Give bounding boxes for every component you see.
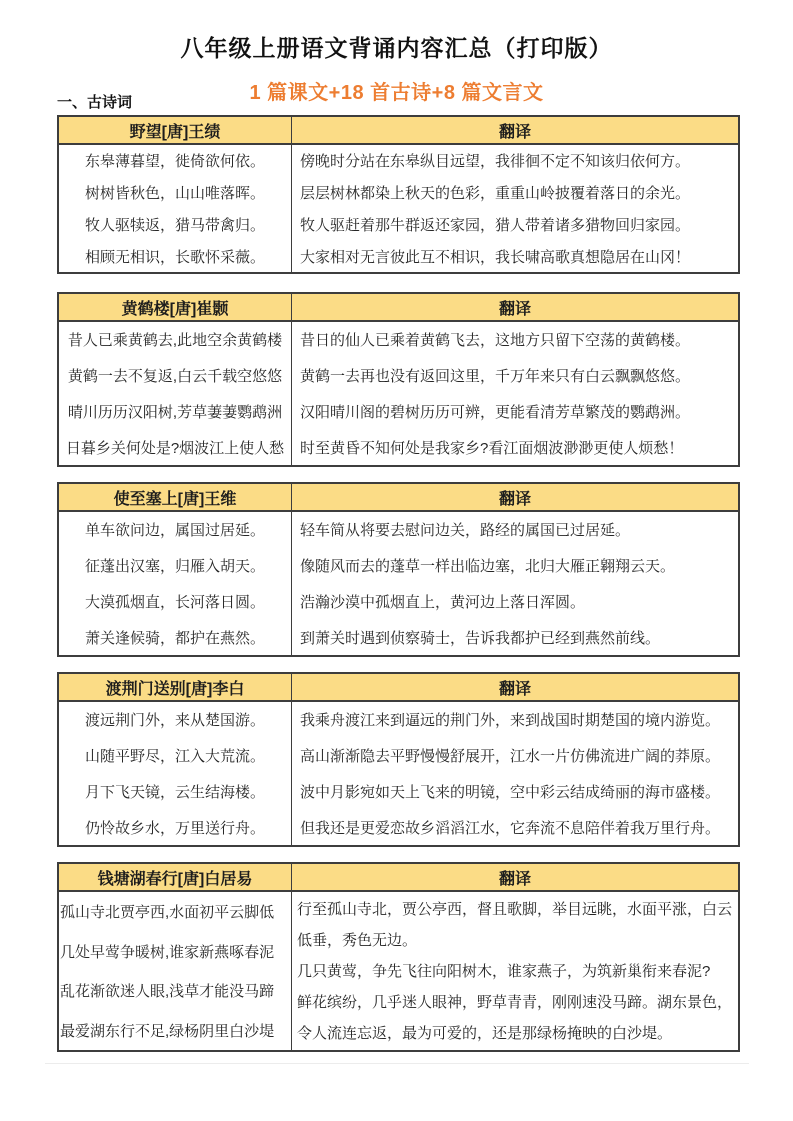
poem-table-yewang — [57, 115, 740, 274]
table-header-row — [59, 864, 738, 892]
translation-line: 但我还是更爱恋故乡滔滔江水，它奔流不息陪伴着我万里行舟。 — [300, 819, 721, 837]
poem-line: 日暮乡关何处是?烟波江上使人愁 — [65, 439, 285, 457]
translation-paragraph: 鲜花缤纷，几乎迷人眼神，野草青青，刚刚速没马蹄。湖东景色，令人流连忘返，最为可爱的，还是那绿杨掩映的白沙堤。 — [297, 993, 733, 1042]
table-body — [59, 512, 738, 655]
poem-line: 晴川历历汉阳树,芳草萋萋鹦鹉洲 — [67, 403, 283, 421]
table-header-row — [59, 294, 738, 322]
table-body — [59, 145, 738, 272]
poem-table-shizhisaishang — [57, 482, 740, 657]
poem-line: 昔人已乘黄鹤去,此地空余黄鹤楼 — [67, 332, 283, 350]
poem-column — [59, 702, 292, 845]
translation-line: 昔日的仙人已乘着黄鹤飞去，这地方只留下空荡的黄鹤楼。 — [300, 332, 691, 350]
table-body — [59, 322, 738, 465]
translation-line: 轻车简从将要去慰问边关，路经的属国已过居延。 — [300, 522, 631, 540]
translation-column — [292, 322, 738, 465]
table-header-row — [59, 117, 738, 145]
table-header-row — [59, 674, 738, 702]
poem-table-dujingmen — [57, 672, 740, 847]
poem-line: 东皋薄暮望，徙倚欲何依。 — [84, 153, 265, 171]
translation-line: 黄鹤一去再也没有返回这里，千万年来只有白云飘飘悠悠。 — [300, 368, 691, 386]
poem-title-cell: 使至塞上[唐]王维 — [59, 484, 292, 510]
translation-line: 像随风而去的蓬草一样出临边塞，北归大雁正翱翔云天。 — [300, 558, 676, 576]
poem-line: 渡远荆门外，来从楚国游。 — [84, 712, 265, 730]
poem-column — [59, 512, 292, 655]
table-body — [59, 892, 738, 1050]
translation-line: 大家相对无言彼此互不相识，我长啸高歌真想隐居在山冈！ — [300, 248, 691, 266]
poem-title-cell: 野望[唐]王绩 — [59, 117, 292, 143]
translation-header-cell: 翻译 — [498, 300, 531, 318]
translation-column — [292, 892, 738, 1050]
translation-line: 波中月影宛如天上飞来的明镜，空中彩云结成绮丽的海市盛楼。 — [300, 783, 721, 801]
translation-column — [292, 145, 738, 272]
poem-line: 几处早莺争暖树,谁家新燕啄春泥 — [60, 943, 275, 961]
poem-line: 单车欲问边，属国过居延。 — [84, 522, 265, 540]
poem-line: 最爱湖东行不足,绿杨阴里白沙堤 — [60, 1022, 275, 1040]
translation-column — [292, 702, 738, 845]
translation-line: 时至黄昏不知何处是我家乡?看江面烟波渺渺更使人烦愁！ — [300, 439, 684, 457]
page-title: 八年级上册语文背诵内容汇总（打印版） — [180, 35, 613, 61]
poem-column — [59, 145, 292, 272]
poem-title-cell: 钱塘湖春行[唐]白居易 — [59, 864, 292, 890]
poem-line: 牧人驱犊返，猎马带禽归。 — [84, 216, 265, 234]
table-header-row — [59, 484, 738, 512]
page-edge-shadow — [45, 1063, 749, 1064]
translation-line: 到萧关时遇到侦察骑士，告诉我都护已经到燕然前线。 — [300, 629, 661, 647]
translation-paragraph: 行至孤山寺北，贾公亭西，督且歌脚，举目远眺，水面平涨，白云低垂，秀色无边。 — [297, 900, 733, 949]
poem-column — [59, 322, 292, 465]
poem-line: 孤山寺北贾亭西,水面初平云脚低 — [60, 904, 275, 922]
poem-line: 月下飞天镜，云生结海楼。 — [84, 783, 265, 801]
poem-title-cell: 渡荆门送别[唐]李白 — [59, 674, 292, 700]
poem-line: 大漠孤烟直，长河落日圆。 — [84, 593, 265, 611]
translation-line: 层层树林都染上秋天的色彩，重重山岭披覆着落日的余光。 — [300, 185, 691, 203]
poem-title-cell: 黄鹤楼[唐]崔颢 — [59, 294, 292, 320]
poem-line: 征蓬出汉塞，归雁入胡天。 — [84, 558, 265, 576]
count-subtitle: 1 篇课文+18 首古诗+8 篇文言文 — [249, 82, 544, 104]
translation-line: 汉阳晴川阁的碧树历历可辨，更能看清芳草繁茂的鹦鹉洲。 — [300, 403, 691, 421]
poem-line: 黄鹤一去不复返,白云千载空悠悠 — [67, 368, 283, 386]
translation-line: 高山渐渐隐去平野慢慢舒展开，江水一片仿佛流进广阔的莽原。 — [300, 748, 721, 766]
poem-column — [59, 892, 292, 1050]
translation-line: 牧人驱赶着那牛群返还家园，猎人带着诸多猎物回归家园。 — [300, 216, 691, 234]
poem-line: 乱花渐欲迷人眼,浅草才能没马蹄 — [60, 983, 275, 1001]
translation-header-cell: 翻译 — [498, 490, 531, 508]
table-body — [59, 702, 738, 845]
translation-line: 傍晚时分站在东皋纵目远望，我徘徊不定不知该归依何方。 — [300, 153, 691, 171]
tables-container — [57, 115, 740, 1052]
translation-paragraph: 几只黄莺，争先飞往向阳树木，谁家燕子，为筑新巢衔来春泥? — [297, 962, 711, 980]
poem-table-qiantanghu — [57, 862, 740, 1052]
poem-table-huanghelou — [57, 292, 740, 467]
poem-line: 树树皆秋色，山山唯落晖。 — [84, 185, 265, 203]
translation-header-cell: 翻译 — [498, 680, 531, 698]
translation-line: 浩瀚沙漠中孤烟直上，黄河边上落日浑圆。 — [300, 593, 586, 611]
translation-line: 我乘舟渡江来到逼远的荆门外，来到战国时期楚国的境内游览。 — [300, 712, 721, 730]
section-label: 一、古诗词 — [57, 94, 133, 111]
translation-header-cell: 翻译 — [498, 870, 531, 888]
poem-line: 山随平野尽，江入大荒流。 — [84, 748, 265, 766]
translation-header-cell: 翻译 — [498, 123, 531, 141]
poem-line: 萧关逢候骑，都护在燕然。 — [84, 629, 265, 647]
poem-line: 相顾无相识，长歌怀采薇。 — [84, 248, 265, 266]
translation-column — [292, 512, 738, 655]
poem-line: 仍怜故乡水，万里送行舟。 — [84, 819, 265, 837]
